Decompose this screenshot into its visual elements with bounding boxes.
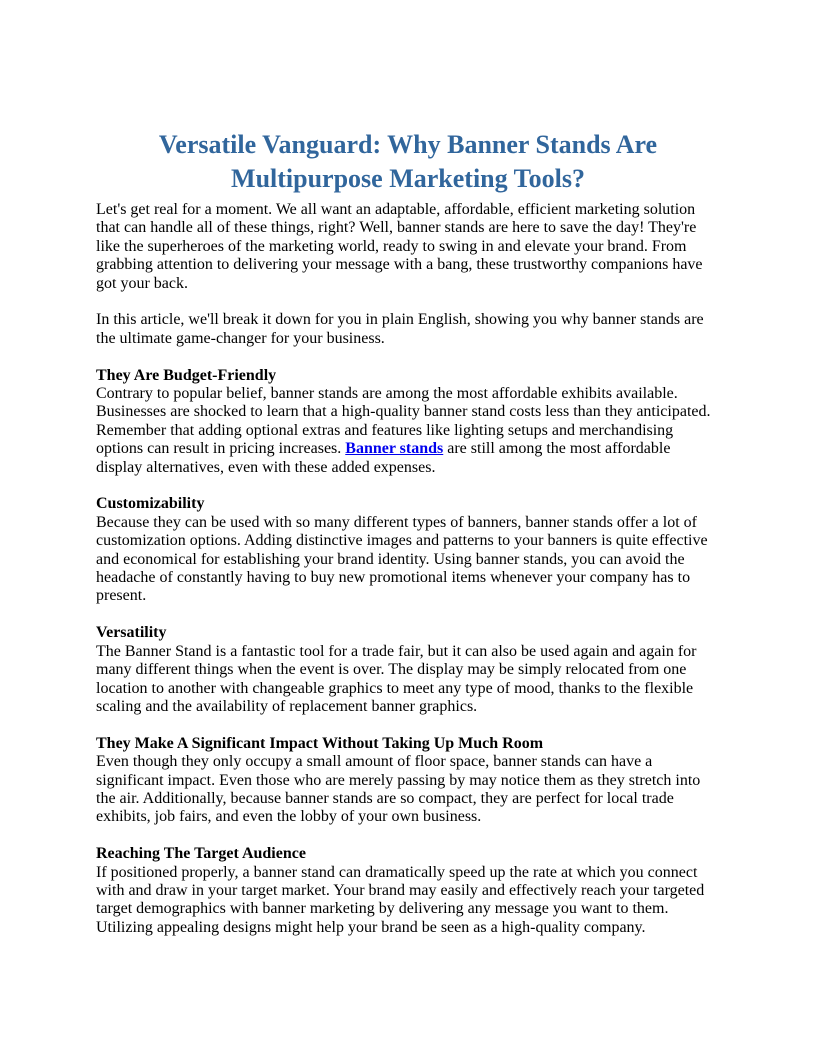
page-title-line-1: Versatile Vanguard: Why Banner Stands Are <box>158 130 658 159</box>
section-body: Even though they only occupy a small amount of floor space, banner stands can have a significant impact. Even those who are merely passing by may notice them as they stretch into the air. Additionally, because banner stands are so compact, they are perfect for local trade exhibits, job fairs, and even the lobby of your own business. <box>96 753 701 826</box>
section-heading: Customizability <box>96 495 205 513</box>
section-customizability <box>96 495 720 605</box>
section-target-audience <box>96 845 720 937</box>
section-body-text-after-link: are still among the most affordable display alternatives, even with these added expenses. <box>96 440 671 476</box>
section-budget-friendly <box>96 367 720 477</box>
intro-paragraph-2: In this article, we'll break it down for you in plain English, showing you why banner stands are the ultimate game-changer for your business. <box>96 311 704 347</box>
section-body: If positioned properly, a banner stand can dramatically speed up the rate at which you connect with and draw in your target market. Your brand may easily and effectively reach your targeted target demographics with banner marketing by delivering any message you want to them. Utilizing appealing designs might help your brand be seen as a high-quality company. <box>96 863 705 936</box>
section-heading: Reaching The Target Audience <box>96 845 306 863</box>
intro-paragraph-1: Let's get real for a moment. We all want an adaptable, affordable, efficient marketing solution that can handle all of these things, right? Well, banner stands are here to save the day! They're like the superheroes of the marketing world, ready to swing in and elevate your brand. From grabbing attention to delivering your message with a bang, these trustworthy companions have got your back. <box>96 201 703 292</box>
section-heading: They Make A Significant Impact Without Taking Up Much Room <box>96 734 544 752</box>
page-title <box>96 128 720 196</box>
banner-stands-link[interactable]: Banner stands <box>345 440 444 458</box>
page-title-line-2: Multipurpose Marketing Tools? <box>231 164 585 193</box>
section-body <box>96 385 720 477</box>
section-heading: They Are Budget-Friendly <box>96 366 277 384</box>
section-body: Because they can be used with so many different types of banners, banner stands offer a lot of customization options. Adding distinctive images and patterns to your banners is quite effective and economical for establishing your brand identity. Using banner stands, you can avoid the headache of constantly having to buy new promotional items whenever your company has to present. <box>96 513 708 605</box>
section-body-text-before-link: Contrary to popular belief, banner stands are among the most affordable exhibits available. Businesses are shocked to learn that a high-quality banner stand costs less than they anticipated. Remember that adding optional extras and features like lighting setups and merchandising options can result in pricing increases. <box>96 385 711 458</box>
section-body: The Banner Stand is a fantastic tool for a trade fair, but it can also be used again and again for many different things when the event is over. The display may be simply relocated from one location to another with changeable graphics to meet any type of mood, thanks to the flexible scaling and the availability of replacement banner graphics. <box>96 642 697 715</box>
section-heading: Versatility <box>96 624 167 642</box>
section-significant-impact <box>96 735 720 827</box>
section-versatility <box>96 624 720 716</box>
